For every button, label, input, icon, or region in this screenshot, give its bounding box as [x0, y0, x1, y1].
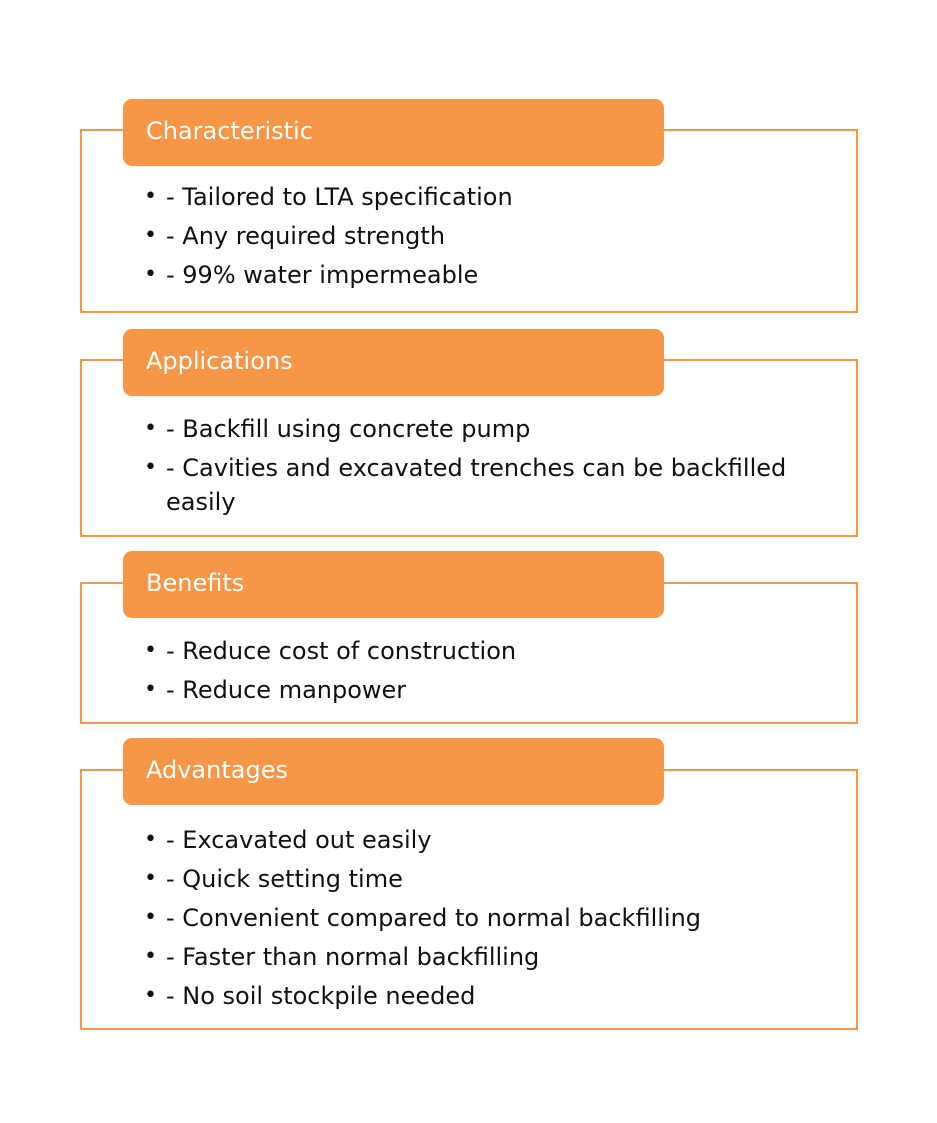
- benefits-list: [144, 634, 826, 712]
- bullet-icon: •: [144, 416, 157, 441]
- list-item: • - Convenient compared to normal backfilling: [144, 901, 826, 935]
- list-item: • - Reduce manpower: [144, 673, 826, 707]
- section-header-characteristic: Characteristic: [123, 99, 664, 166]
- section-advantages: [80, 756, 858, 1030]
- section-characteristic: [80, 117, 858, 313]
- section-header-applications: Applications: [123, 329, 664, 396]
- list-item: • - Reduce cost of construction: [144, 634, 826, 668]
- list-item: • - Any required strength: [144, 219, 826, 253]
- bullet-icon: •: [144, 223, 157, 248]
- list-item: • - Faster than normal backfilling: [144, 940, 826, 974]
- characteristic-list: [144, 180, 826, 297]
- advantages-list: [144, 823, 826, 1018]
- bullet-icon: •: [144, 827, 157, 852]
- list-item: • - Backfill using concrete pump: [144, 412, 826, 446]
- section-applications: [80, 347, 858, 537]
- section-benefits: [80, 569, 858, 724]
- list-item: • - Tailored to LTA specification: [144, 180, 826, 214]
- list-item: • - Cavities and excavated trenches can be backfilled easily: [144, 451, 826, 519]
- list-item: • - 99% water impermeable: [144, 258, 826, 292]
- section-header-advantages: Advantages: [123, 738, 664, 805]
- bullet-icon: •: [144, 905, 157, 930]
- applications-list: [144, 412, 826, 524]
- section-header-benefits: Benefits: [123, 551, 664, 618]
- list-item: • - No soil stockpile needed: [144, 979, 826, 1013]
- bullet-icon: •: [144, 983, 157, 1008]
- bullet-icon: •: [144, 638, 157, 663]
- bullet-icon: •: [144, 866, 157, 891]
- bullet-icon: •: [144, 677, 157, 702]
- bullet-icon: •: [144, 184, 157, 209]
- bullet-icon: •: [144, 455, 157, 480]
- list-item: • - Quick setting time: [144, 862, 826, 896]
- bullet-icon: •: [144, 262, 157, 287]
- list-item: • - Excavated out easily: [144, 823, 826, 857]
- bullet-icon: •: [144, 944, 157, 969]
